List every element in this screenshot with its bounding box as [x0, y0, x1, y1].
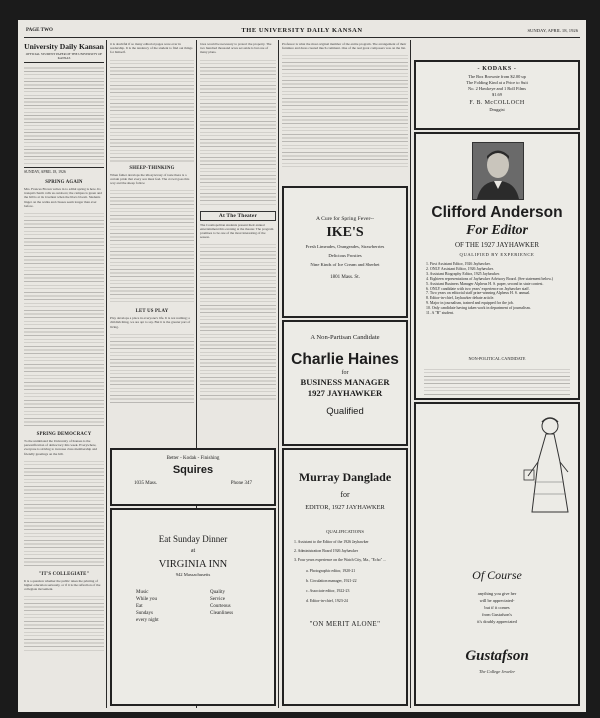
editorial-headline: SPRING DEMOCRACY [36, 432, 92, 438]
kodaks-line: No. 2 Hawkeye and 1 Roll Films [468, 86, 526, 91]
gustafson-line: from Gustafson's [482, 612, 512, 617]
editorial-headline: "IT'S COLLEGIATE" [38, 571, 90, 577]
gustafson-tagline: The College Jeweler [478, 669, 516, 674]
gustafson-ad [414, 402, 580, 706]
column-rule [106, 40, 107, 708]
virginia-menu: Music While you Eat Sundays every night [136, 590, 159, 623]
virginia-address: 942 Massachusetts [175, 572, 211, 577]
clifford-item: 7. Two years on editorial staff prize-winning Alpheus H. S. annual. [426, 291, 531, 296]
text-block [200, 57, 276, 207]
squires-phone: Phone 347 [230, 481, 252, 486]
ikes-address: 1801 Mass. St. [330, 275, 360, 280]
text-block [24, 458, 104, 568]
clifford-item: 2. ONLY Assistant Editor, 1926 Jayhawker. [426, 266, 494, 271]
kodaks-name: F. B. McCOLLOCH [469, 100, 525, 106]
ikes-line: Fresh Limeades, Orangeades, Strawberries [305, 244, 385, 249]
squires-ad [110, 448, 276, 506]
clifford-item: 1. First Assistant Editor, 1926 Jayhawker. [426, 262, 491, 266]
candidate-portrait [472, 142, 524, 200]
editorial-body: It is a question whether the public takes the printing of higher education seriously, or if it is the reflection of the collegiate movement. [24, 578, 101, 592]
column-one [24, 180, 104, 706]
ikes-line: Nine Kinds of Ice Cream and Sherbet [310, 262, 380, 267]
masthead-subtitle: OFFICIAL STUDENT PAPER OF THE UNIVERSITY OF KANSAS [25, 52, 103, 60]
clifford-ad [414, 132, 580, 400]
danglade-item: 2. Administration Board 1926 Jayhawker [294, 549, 359, 553]
clifford-for: For Editor [466, 223, 528, 238]
virginia-at: at [190, 548, 196, 554]
clifford-list [426, 262, 570, 316]
column-rule [278, 40, 279, 708]
virginia-name: VIRGINIA INN [158, 559, 228, 570]
newspaper-page [18, 20, 586, 712]
clifford-item: 3. Assistant Biography Editor, 1925 Jayhawker. [426, 271, 500, 276]
kodaks-line: The Folding Kind at a Price to Suit [466, 80, 528, 85]
haines-name: Charlie Haines [291, 351, 399, 368]
gustafson-line: but if it comes [484, 605, 510, 610]
kodaks-price: $1.69 [492, 92, 502, 97]
clifford-name: Clifford Anderson [431, 204, 563, 221]
column-rule [410, 40, 411, 708]
gustafson-line: it's doubly appreciated [477, 619, 517, 624]
text-block [24, 210, 104, 428]
ikes-line: Delicious Frosties [328, 253, 362, 258]
portrait-icon [473, 143, 523, 199]
clifford-item: 9. Major in journalism, trained and equipped for the job. [426, 301, 514, 306]
gustafson-logo: Gustafson [465, 648, 529, 664]
virginia-menu: Quality Service Courteous Cleanliness [210, 590, 234, 616]
danglade-ad [282, 448, 408, 706]
woman-illustration-icon [520, 412, 574, 516]
clifford-item: 8. Editor-in-chief, Jayhawker debate article. [426, 296, 495, 301]
clifford-item: 5. Assistant Business Manager Alpheus H. S. paper, second in state contest. [426, 281, 544, 286]
text-block [110, 331, 194, 403]
theater-headline: At The Theater [218, 212, 258, 219]
text-block [200, 241, 276, 401]
gustafson-line: will be appreciated- [479, 598, 515, 603]
gustafson-script: Of Course [472, 568, 522, 582]
clifford-item: 4. Eighteen representations of Jayhawker Advisory Board. (See statement below.) [426, 276, 554, 281]
header-date: SUNDAY, APRIL 18, 1926 [527, 28, 578, 33]
page-number: PAGE TWO [26, 28, 53, 33]
ikes-name: IKE'S [326, 225, 364, 240]
kodaks-role: Druggist [489, 107, 505, 112]
clifford-item: 10. Only candidate having taken work in department of journalism. [426, 306, 531, 311]
staff-listing [24, 65, 104, 165]
editorial-body: When father develops the idiosyncrasy of taste there is a certain pride that every son must feel. The crowd goes this way and the sheep follow. [110, 172, 190, 186]
danglade-item: a. Photographic editor, 1920-21 [306, 569, 356, 573]
editorial-body: To the uninitiated the University of Kansas is the personification of democracy this week. Everywhere, everyone is striving to increase class membership and friendly greetings on the hill. [24, 439, 97, 456]
text-block [282, 52, 408, 170]
editorial-body: it is doubtful if so many editorial pages were ever in readership. It is the tendency of the student to find out things for himself. [110, 42, 193, 55]
squires-line: Better - Kodak - Finishing [166, 456, 220, 461]
virginia-inn-ad [110, 508, 276, 706]
danglade-for: for [340, 490, 350, 499]
clifford-footer: NON-POLITICAL CANDIDATE [468, 356, 526, 361]
theater-box [200, 211, 276, 221]
header-rule [24, 37, 580, 38]
editorial-body: Mrs. Frances Brown writes in to admit spring is here. Its tranquil charm calls us outdoors; the campus is green and the hill is at its loveliest when the lilacs bloom. Students linger on the walks and classes seem longer than ever before. [24, 187, 102, 208]
danglade-item: c. Associate editor, 1922-23 [306, 589, 350, 593]
editorial-body: Play develops a place in everyone's life. It is not nothing; a childish thing, we are apt to say. But it is the greater part of living. [110, 316, 191, 329]
danglade-list [294, 540, 396, 604]
text-block [110, 187, 194, 305]
theater-body: The Cosmopolitan students present their annual entertainment this evening at the theater. The program promises to be one of the most interesting of the season. [200, 222, 274, 240]
gustafson-copy [416, 590, 578, 625]
fine-print [424, 366, 570, 396]
danglade-slogan: "ON MERIT ALONE" [309, 620, 381, 628]
clifford-of: OF THE 1927 JAYHAWKER [454, 241, 540, 249]
ikes-ad [282, 186, 408, 318]
editorial-headline: SPRING AGAIN [45, 180, 83, 185]
column-two [110, 42, 194, 447]
danglade-item: d. Editor-in-chief, 1923-24 [306, 599, 348, 603]
danglade-name: Murray Danglade [298, 470, 392, 484]
editorial-body: laws would be necessary to protect the property. The two hundred thousand acres set aside is but one of many plans. [200, 42, 272, 55]
masthead-title: University Daily Kansan [24, 42, 104, 51]
haines-for: for [341, 370, 349, 376]
kodaks-line: The Box Brownie from $2.00 up [468, 74, 526, 79]
text-block [110, 57, 194, 162]
kodaks-line: - KODAKS - [477, 66, 517, 72]
virginia-line: Eat Sunday Dinner [158, 534, 228, 544]
editorial-headline: SHEEP-THINKING [129, 165, 175, 171]
danglade-office: EDITOR, 1927 JAYHAWKER [305, 504, 385, 511]
danglade-qualifications: QUALIFICATIONS [326, 529, 364, 534]
danglade-item: b. Circulation manager, 1921-22 [306, 579, 357, 583]
haines-book: 1927 JAYHAWKER [307, 388, 383, 398]
haines-office: BUSINESS MANAGER [300, 377, 390, 387]
danglade-item: 1. Assistant to the Editor of the 1926 Jayhawker [294, 540, 369, 544]
danglade-item: 3. Four years experience on the Watch City, Ma., "Echo" ... [294, 558, 387, 562]
kodaks-ad [414, 60, 580, 130]
clifford-item: 11. A "B" student. [426, 311, 454, 316]
page-header [24, 25, 580, 37]
column-three [200, 42, 276, 447]
haines-top: A Non-Partisan Candidate [310, 334, 380, 341]
editorial-headline: LET US PLAY [135, 309, 169, 315]
squires-address: 1035 Mass. [134, 481, 158, 486]
clifford-qualified: QUALIFIED BY EXPERIENCE [459, 252, 535, 257]
clifford-item: 6. ONLY candidate with two years' experience on Jayhawker staff. [426, 286, 530, 291]
text-block [24, 593, 104, 653]
paper-name: THE UNIVERSITY DAILY KANSAN [241, 27, 363, 34]
haines-ad [282, 320, 408, 446]
squires-name: Squires [172, 464, 214, 476]
masthead-dateline: SUNDAY, APRIL 18, 1926 [24, 170, 66, 174]
masthead [24, 42, 104, 177]
ikes-top: A Cure for Spring Fever-- [316, 216, 374, 222]
news-body: Professor is what the most original member of the entire program. The arrangement of their furniture and dress created much comment. One of the real great composers was on the list. [282, 42, 407, 51]
column-four [282, 42, 408, 182]
haines-qualified: Qualified [326, 406, 364, 417]
gustafson-line: anything you give her [477, 591, 517, 596]
